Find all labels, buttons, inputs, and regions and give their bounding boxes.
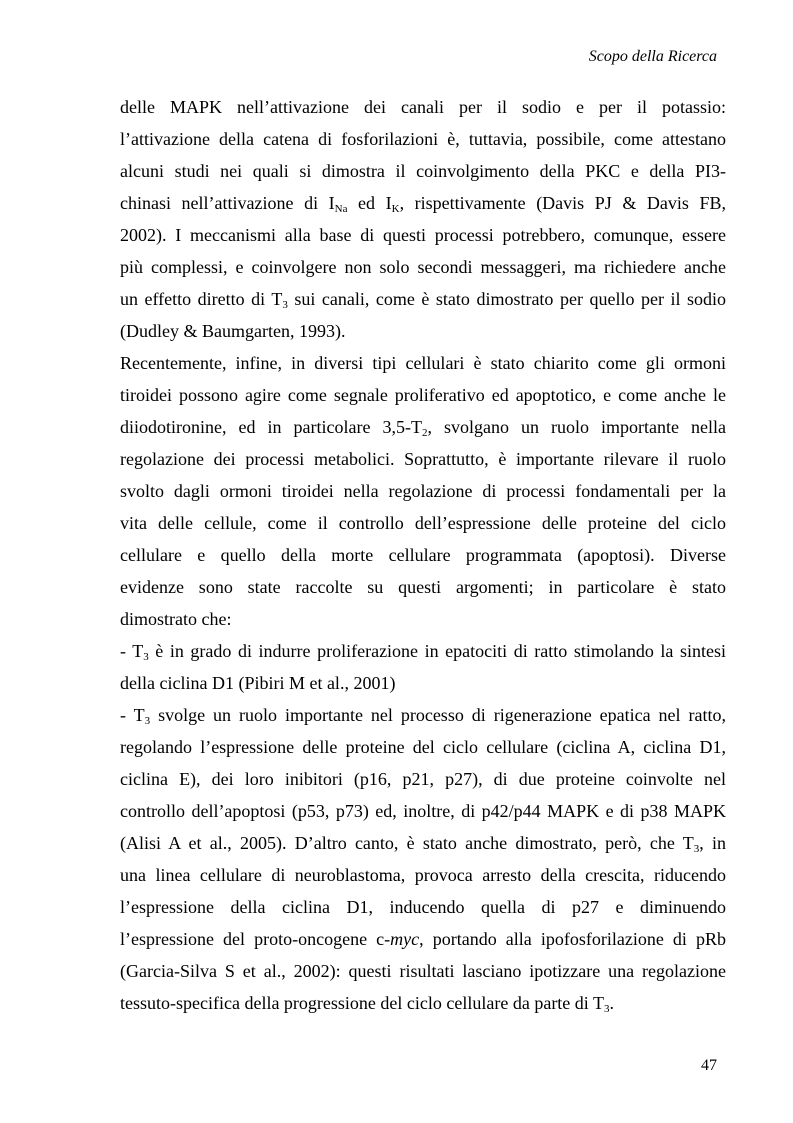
text-run: ciclina E), dei loro inibitori (p16, p21, p27), di due proteine coinvolte nel [120,769,726,789]
text-line [120,667,726,699]
text-line [120,795,726,827]
text-run: ed I [347,193,392,213]
text-line [120,603,726,635]
text-run: l’espressione del proto-oncogene c- [120,929,391,949]
text-line [120,827,726,859]
text-run: tiroidei possono agire come segnale proliferativo ed apoptotico, e come anche le [120,385,726,405]
text-line [120,539,726,571]
text-line [120,219,726,251]
text-line [120,443,726,475]
text-run: delle MAPK nell’attivazione dei canali per il sodio e per il potassio: [120,97,726,117]
text-line [120,379,726,411]
text-line [120,955,726,987]
text-run: sui canali, come è stato dimostrato per quello per il sodio [287,289,726,309]
text-line [120,475,726,507]
text-line [120,635,726,667]
text-run: dimostrato che: [120,609,232,629]
text-run: regolazione dei processi metabolici. Soprattutto, è importante rilevare il ruolo [120,449,726,469]
text-run: svolto dagli ormoni tiroidei nella regolazione di processi fondamentali per la [120,481,726,501]
text-run: , in [699,833,726,853]
text-run: , svolgano un ruolo importante nella [427,417,727,437]
body-text [120,91,726,1019]
text-run: (Garcia-Silva S et al., 2002): questi risultati lasciano ipotizzare una regolazione [120,961,726,981]
subscript: 3 [603,1003,610,1015]
text-run: controllo dell’apoptosi (p53, p73) ed, inoltre, di p42/p44 MAPK e di p38 MAPK [120,801,726,821]
text-line [120,987,726,1019]
text-line [120,315,726,347]
text-run: l’attivazione della catena di fosforilazioni è, tuttavia, possibile, come attestano [120,129,726,149]
text-line [120,571,726,603]
running-header: Scopo della Ricerca [588,48,717,65]
text-line [120,699,726,731]
text-run: l’espressione della ciclina D1, inducendo quella di p27 e diminuendo [120,897,726,917]
text-line [120,891,726,923]
text-line [120,187,726,219]
text-run: della ciclina D1 (Pibiri M et al., 2001) [120,673,396,693]
text-run: regolando l’espressione delle proteine del ciclo cellulare (ciclina A, ciclina D1, [120,737,726,757]
text-line [120,155,726,187]
text-run: , portando alla ipofosforilazione di pRb [419,929,726,949]
text-run: svolge un ruolo importante nel processo di rigenerazione epatica nel ratto, [150,705,726,725]
text-run: più complessi, e coinvolgere non solo secondi messaggeri, ma richiedere anche [120,257,726,277]
text-line [120,859,726,891]
text-line [120,123,726,155]
text-line [120,507,726,539]
subscript: 3 [282,299,288,311]
subscript: 2 [421,427,428,439]
text-run: chinasi nell’attivazione di I [120,193,335,213]
text-run: cellulare e quello della morte cellulare programmata (apoptosi). Diverse [120,545,726,565]
italic-text: myc [390,929,420,949]
subscript: Na [334,203,348,215]
text-run: , rispettivamente (Davis PJ & Davis FB, [399,193,726,213]
text-line [120,731,726,763]
text-line [120,923,726,955]
text-run: evidenze sono state raccolte su questi argomenti; in particolare è stato [120,577,726,597]
text-run: 2002). I meccanismi alla base di questi processi potrebbero, comunque, essere [120,225,726,245]
text-line [120,283,726,315]
text-line [120,251,726,283]
text-run: una linea cellulare di neuroblastoma, provoca arresto della crescita, riducendo [120,865,726,885]
page-number: 47 [701,1057,717,1074]
text-run: (Dudley & Baumgarten, 1993). [120,321,346,341]
text-line [120,411,726,443]
text-run: tessuto-specifica della progressione del ciclo cellulare da parte di T [120,993,604,1013]
text-run: . [609,993,614,1013]
text-line [120,91,726,123]
text-run: alcuni studi nei quali si dimostra il coinvolgimento della PKC e della PI3- [120,161,726,181]
text-run: è in grado di indurre proliferazione in epatociti di ratto stimolando la sintesi [148,641,726,661]
text-line [120,347,726,379]
text-run: - T [120,705,145,725]
text-run: - T [120,641,144,661]
text-run: vita delle cellule, come il controllo dell’espressione delle proteine del ciclo [120,513,726,533]
text-line [120,763,726,795]
text-run: (Alisi A et al., 2005). D’altro canto, è stato anche dimostrato, però, che T [120,833,694,853]
text-run: Recentemente, infine, in diversi tipi cellulari è stato chiarito come gli ormoni [120,353,726,373]
text-run: diiodotironine, ed in particolare 3,5-T [120,417,422,437]
text-run: un effetto diretto di T [120,289,283,309]
subscript: K [391,203,400,215]
subscript: 3 [144,715,151,727]
subscript: 3 [143,651,149,663]
subscript: 3 [693,843,700,855]
